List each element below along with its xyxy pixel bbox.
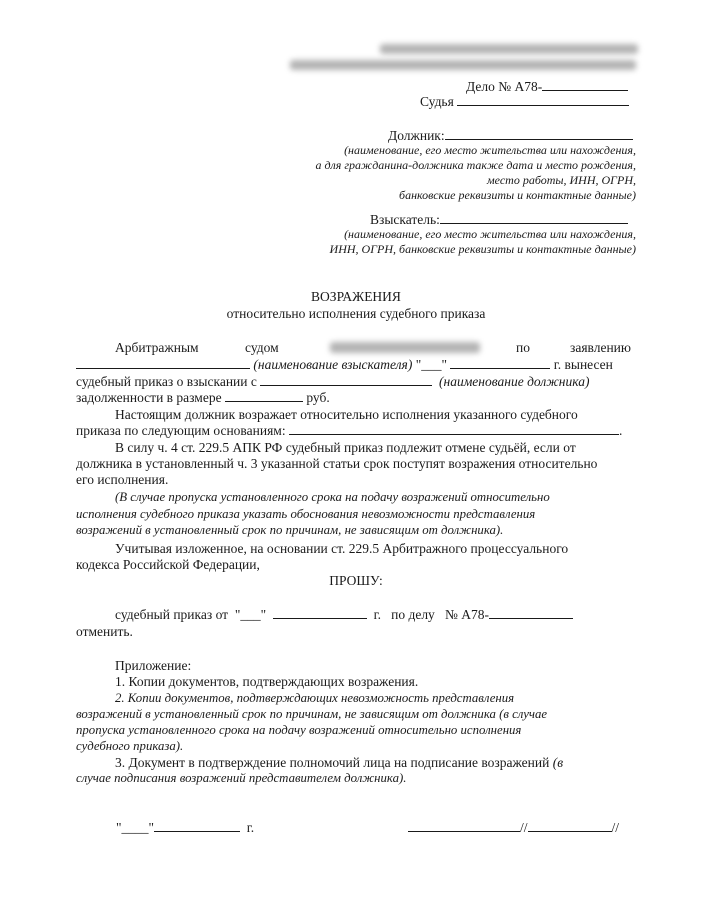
date-field: "____" г.	[116, 820, 255, 835]
document-title: ВОЗРАЖЕНИЯ	[311, 289, 401, 304]
p6-line-1: судебный приказ от "___" г. по делу № А78-	[115, 606, 573, 623]
signature-field: // //	[408, 819, 619, 836]
p1-word-4: заявлению	[570, 340, 631, 355]
debtor-hint-3: место работы, ИНН, ОГРН,	[487, 173, 636, 187]
p5-line-2: кодекса Российской Федерации,	[76, 557, 260, 572]
debtor-hint-4: банковские реквизиты и контактные данные)	[399, 188, 636, 202]
judge-field: Судья	[420, 93, 629, 110]
p1-word-1: Арбитражным	[115, 340, 199, 355]
creditor-hint-1: (наименование, его место жительства или нахождения,	[344, 227, 636, 241]
debtor-hint-1: (наименование, его место жительства или нахождения,	[344, 143, 636, 157]
p4-line-2: исполнения судебного приказа указать обоснования невозможности представления	[76, 507, 536, 521]
redacted-court-header-line-2	[290, 60, 636, 70]
redacted-court-name	[330, 342, 480, 353]
creditor-hint-2: ИНН, ОГРН, банковские реквизиты и контактные данные)	[329, 242, 636, 256]
debtor-name-hint: (наименование должника)	[439, 374, 590, 389]
creditor-name-hint: (наименование взыскателя)	[253, 357, 413, 372]
p3-line-2: должника в установленный ч. 3 указанной статьи срок поступят возражения относительно	[76, 456, 598, 471]
redacted-court-header-line-1	[380, 44, 638, 54]
p6-line-2: отменить.	[76, 624, 133, 639]
debtor-field: Должник:	[388, 127, 633, 144]
attachment-2-line-4: судебного приказа).	[76, 739, 184, 753]
attachment-2-line-1: 2. Копии документов, подтверждающих невозможность представления	[115, 691, 515, 705]
p1-line-3: судебный приказ о взыскании с (наименование должника)	[76, 374, 590, 389]
p2-line-2: приказа по следующим основаниям: .	[76, 423, 623, 438]
p3-line-3: его исполнения.	[76, 472, 169, 487]
attachment-2-line-3: пропуска установленного срока на подачу возражений относительно исполнения	[76, 723, 522, 737]
creditor-field: Взыскатель:	[370, 211, 628, 228]
p1-line-4: задолженности в размере руб.	[76, 390, 330, 405]
p5-line-1: Учитывая изложенное, на основании ст. 229.5 Арбитражного процессуального	[115, 541, 569, 556]
attachments-title: Приложение:	[115, 658, 192, 673]
p1-word-3: по	[516, 340, 530, 355]
debtor-hint-2: а для гражданина-должника также дата и место рождения,	[315, 158, 636, 172]
attachment-2-line-2: возражений в установленный срок по причинам, не зависящим от должника (в случае	[76, 707, 548, 721]
p1-line-2: (наименование взыскателя) "___" г. вынесен	[76, 356, 613, 373]
document-subtitle: относительно исполнения судебного приказа	[226, 306, 486, 321]
p3-line-1: В силу ч. 4 ст. 229.5 АПК РФ судебный приказ подлежит отмене судьёй, если от	[115, 440, 576, 455]
request-heading: ПРОШУ:	[329, 573, 383, 588]
case-number: Дело № А78-	[466, 78, 628, 95]
p1-word-2: судом	[245, 340, 279, 355]
attachment-3-line-1: 3. Документ в подтверждение полномочий лица на подписание возражений (в	[115, 755, 564, 770]
p4-line-1: (В случае пропуска установленного срока на подачу возражений относительно	[115, 490, 550, 504]
attachment-3-line-2: случае подписания возражений представителем должника).	[76, 771, 407, 785]
p4-line-3: возражений в установленный срок по причинам, не зависящим от должника).	[76, 523, 504, 537]
attachment-1: 1. Копии документов, подтверждающих возражения.	[115, 674, 419, 689]
p2-line-1: Настоящим должник возражает относительно исполнения указанного судебного	[115, 407, 578, 422]
